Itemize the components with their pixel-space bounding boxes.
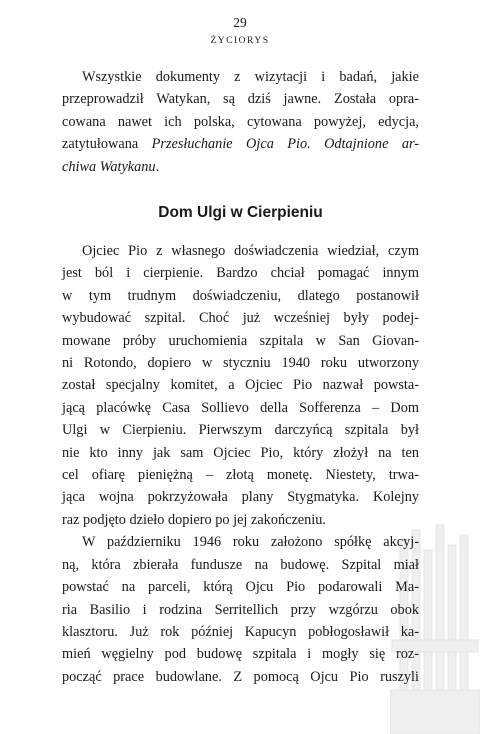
text-line: został specjalny komitet, a Ojciec Pio nazwał powsta- [62, 377, 419, 394]
text-line: mowane próby uruchomienia szpitala w San Giovan- [62, 332, 419, 349]
paragraph-intro [62, 66, 419, 178]
text-line: cowana nawet ich polska, cytowana powyżej, edycja, [62, 113, 419, 130]
text-line: mień węgielny pod budowę szpitala i mogły się roz- [62, 646, 419, 663]
text-line: Wszystkie dokumenty z wizytacji i badań, jakie [82, 69, 419, 85]
text-line: w tym trudnym doświadczeniu, dlatego postanowił [62, 287, 419, 304]
text-line: raz podjęto dzieło dopiero po jej zakończeniu. [62, 511, 326, 528]
text-line: Ulgi w Cierpieniu. Pierwszym darczyńcą szpitala był [62, 422, 419, 439]
text-line: jest ból i cierpienie. Bardzo chciał pomagać innym [62, 265, 419, 282]
text-line: jąca wojna pokrzyżowała plany Stygmatyka. Kolejny [62, 489, 419, 506]
text-line: cel ofiarę pieniężną – złotą monetę. Niestety, trwa- [62, 467, 419, 484]
running-title: ŻYCIORYS [210, 36, 270, 46]
text-line: przeprowadził Watykan, są dziś jawne. Została opra- [62, 91, 419, 108]
text-line: począć prace budowlane. Z pomocą Ojcu Pio ruszyli [62, 668, 419, 685]
text-line: ną, która zbierała fundusze na budowę. Szpital miał [62, 556, 419, 573]
text-line [62, 133, 419, 155]
book-title-italic: Przesłuchanie Ojca Pio. Odtajnione ar- [151, 136, 420, 153]
paragraph-main [62, 240, 419, 688]
text-line: powstać na parceli, którą Ojcu Pio podarowali Ma- [62, 579, 419, 596]
text-line: klasztoru. Już rok później Kapucyn pobłogosławił ka- [62, 623, 419, 640]
section-heading: Dom Ulgi w Cierpieniu [158, 204, 323, 221]
text-line [62, 156, 419, 178]
text-line: ria Basilio i rodzina Serritellich przy wzgórzu obok [62, 601, 419, 618]
text-line: ni Rotondo, dopiero w styczniu 1940 roku utworzony [62, 355, 419, 372]
text-line: Ojciec Pio z własnego doświadczenia wiedział, czym [82, 243, 419, 259]
text-fragment: . [155, 158, 160, 175]
text-line: nie kto inny jak sam Ojciec Pio, który złożył na ten [62, 444, 419, 461]
text-line: W październiku 1946 roku założono spółkę akcyj- [82, 534, 419, 551]
page-header [0, 14, 480, 48]
book-title-italic: chiwa Watykanu [62, 158, 156, 175]
text-fragment: zatytułowana [62, 136, 152, 153]
text-line: wybudować szpital. Choć już wcześniej były podej- [62, 310, 419, 327]
text-line: jącą placówkę Casa Sollievo della Sofferenza – Dom [62, 399, 419, 416]
page-number: 29 [233, 15, 247, 30]
